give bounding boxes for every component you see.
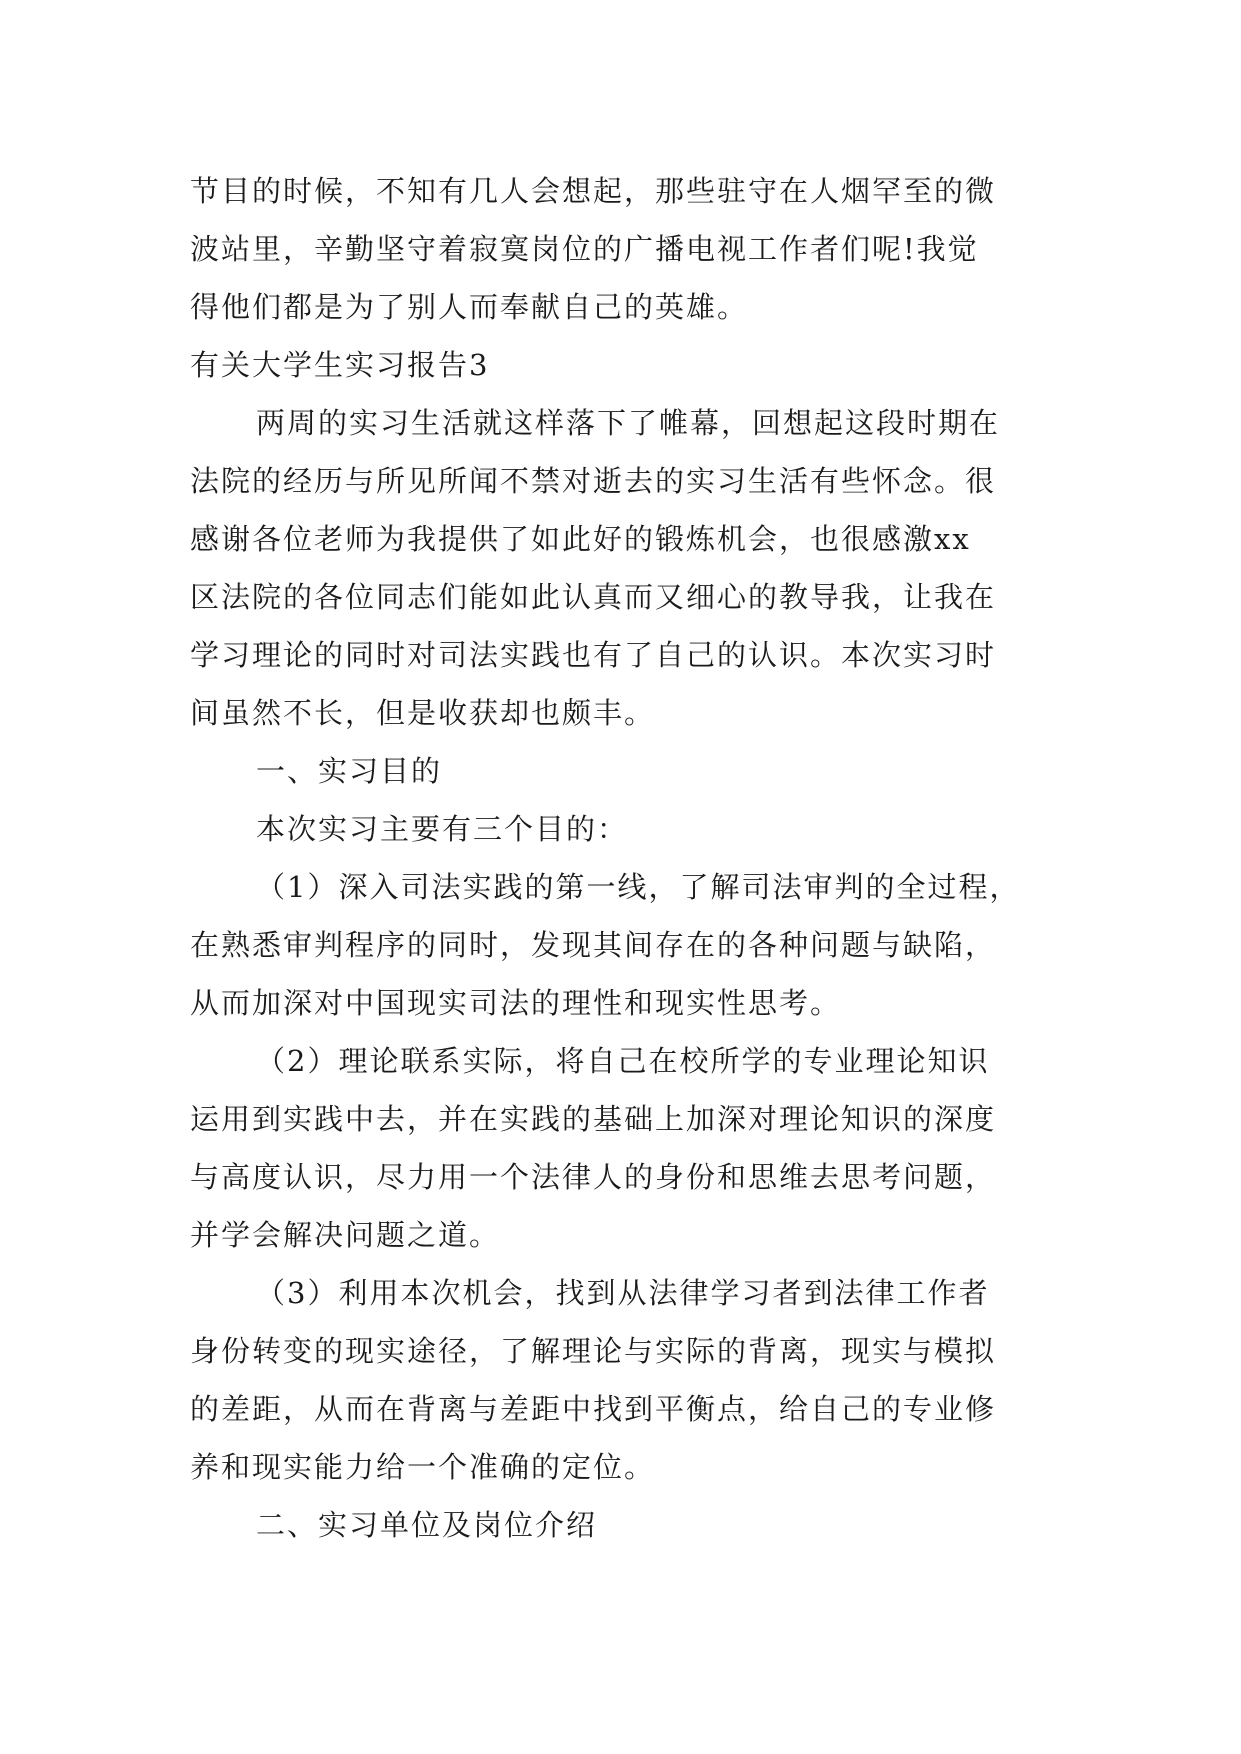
list-item: （2）理论联系实际，将自己在校所学的专业理论知识 [256, 1044, 990, 1078]
text-line: 波站里，辛勤坚守着寂寞岗位的广播电视工作者们呢!我觉 [190, 232, 979, 266]
text-line: 本次实习主要有三个目的： [256, 812, 629, 846]
text-line: 与高度认识，尽力用一个法律人的身份和思维去思考问题， [190, 1160, 997, 1194]
text-line: 身份转变的现实途径，了解理论与实际的背离，现实与模拟 [190, 1334, 997, 1368]
document-body [190, 162, 1050, 1554]
text-line: 间虽然不长，但是收获却也颇丰。 [190, 696, 656, 730]
subsection-heading: 二、实习单位及岗位介绍 [256, 1508, 598, 1542]
text-line: 在熟悉审判程序的同时，发现其间存在的各种问题与缺陷， [190, 928, 997, 962]
list-item: （1）深入司法实践的第一线，了解司法审判的全过程， [256, 870, 1021, 904]
text-line: 从而加深对中国现实司法的理性和现实性思考。 [190, 986, 842, 1020]
text-line: 区法院的各位同志们能如此认真而又细心的教导我，让我在 [190, 580, 997, 614]
text-line: 法院的经历与所见所闻不禁对逝去的实习生活有些怀念。很 [190, 464, 997, 498]
subsection-heading: 一、实习目的 [256, 754, 443, 788]
list-item: （3）利用本次机会，找到从法律学习者到法律工作者 [256, 1276, 990, 1310]
text-line: 节目的时候，不知有几人会想起，那些驻守在人烟罕至的微 [190, 174, 997, 208]
text-line: 并学会解决问题之道。 [190, 1218, 501, 1252]
text-line: 的差距，从而在背离与差距中找到平衡点，给自己的专业修 [190, 1392, 997, 1426]
text-line: 学习理论的同时对司法实践也有了自己的认识。本次实习时 [190, 638, 997, 672]
text-line: 得他们都是为了别人而奉献自己的英雄。 [190, 290, 749, 324]
text-line: 运用到实践中去，并在实践的基础上加深对理论知识的深度 [190, 1102, 997, 1136]
text-line: 两周的实习生活就这样落下了帷幕，回想起这段时期在 [256, 406, 1001, 440]
text-line: 感谢各位老师为我提供了如此好的锻炼机会，也很感激xx [190, 522, 971, 556]
section-heading: 有关大学生实习报告3 [190, 348, 490, 382]
text-line: 养和现实能力给一个准确的定位。 [190, 1450, 656, 1484]
